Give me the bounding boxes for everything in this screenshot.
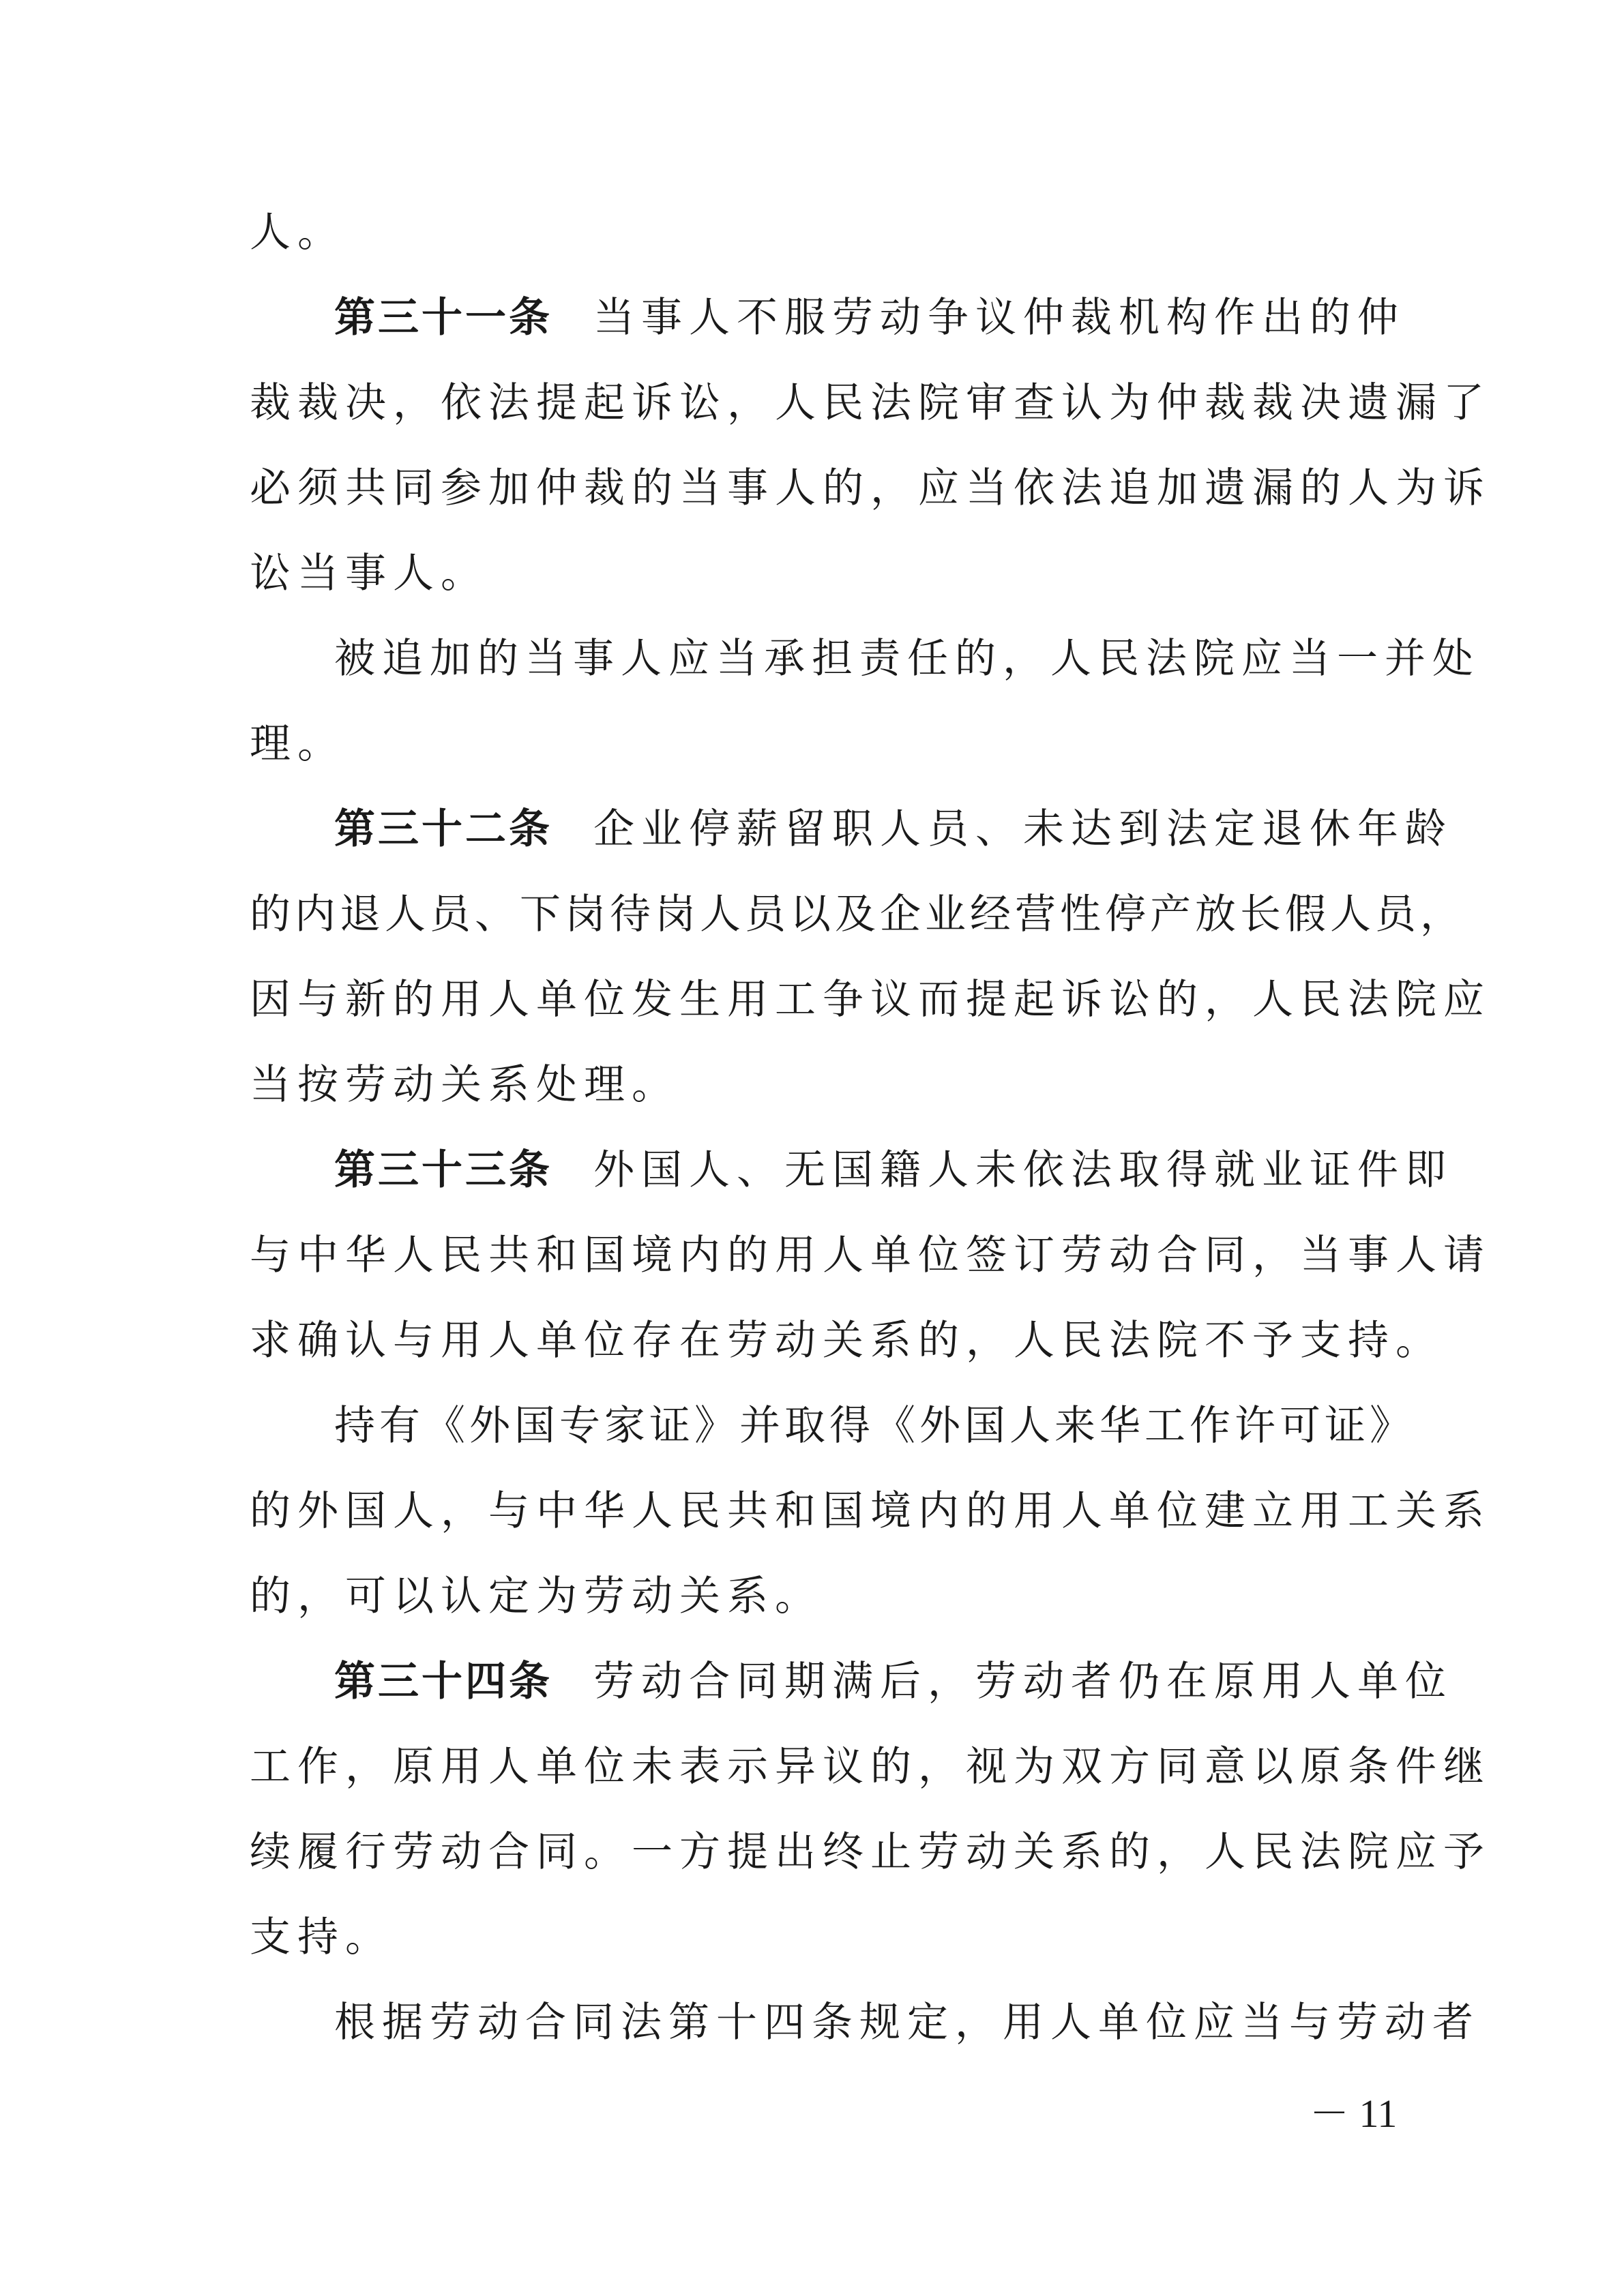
text-line: 因与新的用人单位发生用工争议而提起诉讼的，人民法院应 <box>250 976 1491 1024</box>
text-line: 当按劳动关系处理。 <box>250 1061 679 1109</box>
text-line: 人。 <box>250 209 345 256</box>
text-line: 工作，原用人单位未表示异议的，视为双方同意以原条件继 <box>250 1743 1491 1791</box>
text-line: 裁裁决，依法提起诉讼，人民法院审查认为仲裁裁决遗漏了 <box>250 379 1491 427</box>
article-31-line: 第三十一条 当事人不服劳动争议仲裁机构作出的仲 <box>334 294 1405 342</box>
article-heading: 第三十一条 <box>334 294 552 342</box>
text-line: 理。 <box>250 720 345 768</box>
text-line: 支持。 <box>250 1913 393 1961</box>
text-line: 必须共同参加仲裁的当事人的，应当依法追加遗漏的人为诉 <box>250 464 1491 512</box>
article-heading: 第三十二条 <box>334 805 552 853</box>
text-line: 的外国人，与中华人民共和国境内的用人单位建立用工关系 <box>250 1487 1491 1535</box>
text-line: 的，可以认定为劳动关系。 <box>250 1572 823 1620</box>
text-line: 根据劳动合同法第十四条规定，用人单位应当与劳动者 <box>334 1999 1480 2046</box>
text-line: 持有《外国专家证》并取得《外国人来华工作许可证》 <box>334 1402 1415 1450</box>
page-number: － 11 <box>1310 2091 1398 2136</box>
article-heading: 第三十三条 <box>334 1146 552 1194</box>
article-34-line: 第三十四条 劳动合同期满后，劳动者仍在原用人单位 <box>334 1658 1453 1705</box>
text-line: 续履行劳动合同。一方提出终止劳动关系的，人民法院应予 <box>250 1828 1491 1876</box>
text-line: 讼当事人。 <box>250 550 488 597</box>
text-line: 与中华人民共和国境内的用人单位签订劳动合同，当事人请 <box>250 1232 1491 1279</box>
text-line: 的内退人员、下岗待岗人员以及企业经营性停产放长假人员， <box>250 891 1465 938</box>
text-line: 被追加的当事人应当承担责任的，人民法院应当一并处 <box>334 635 1480 683</box>
article-32-line: 第三十二条 企业停薪留职人员、未达到法定退休年龄 <box>334 805 1453 853</box>
text-line: 求确认与用人单位存在劳动关系的，人民法院不予支持。 <box>250 1317 1443 1365</box>
article-heading: 第三十四条 <box>334 1658 552 1705</box>
article-33-line: 第三十三条 外国人、无国籍人未依法取得就业证件即 <box>334 1146 1453 1194</box>
